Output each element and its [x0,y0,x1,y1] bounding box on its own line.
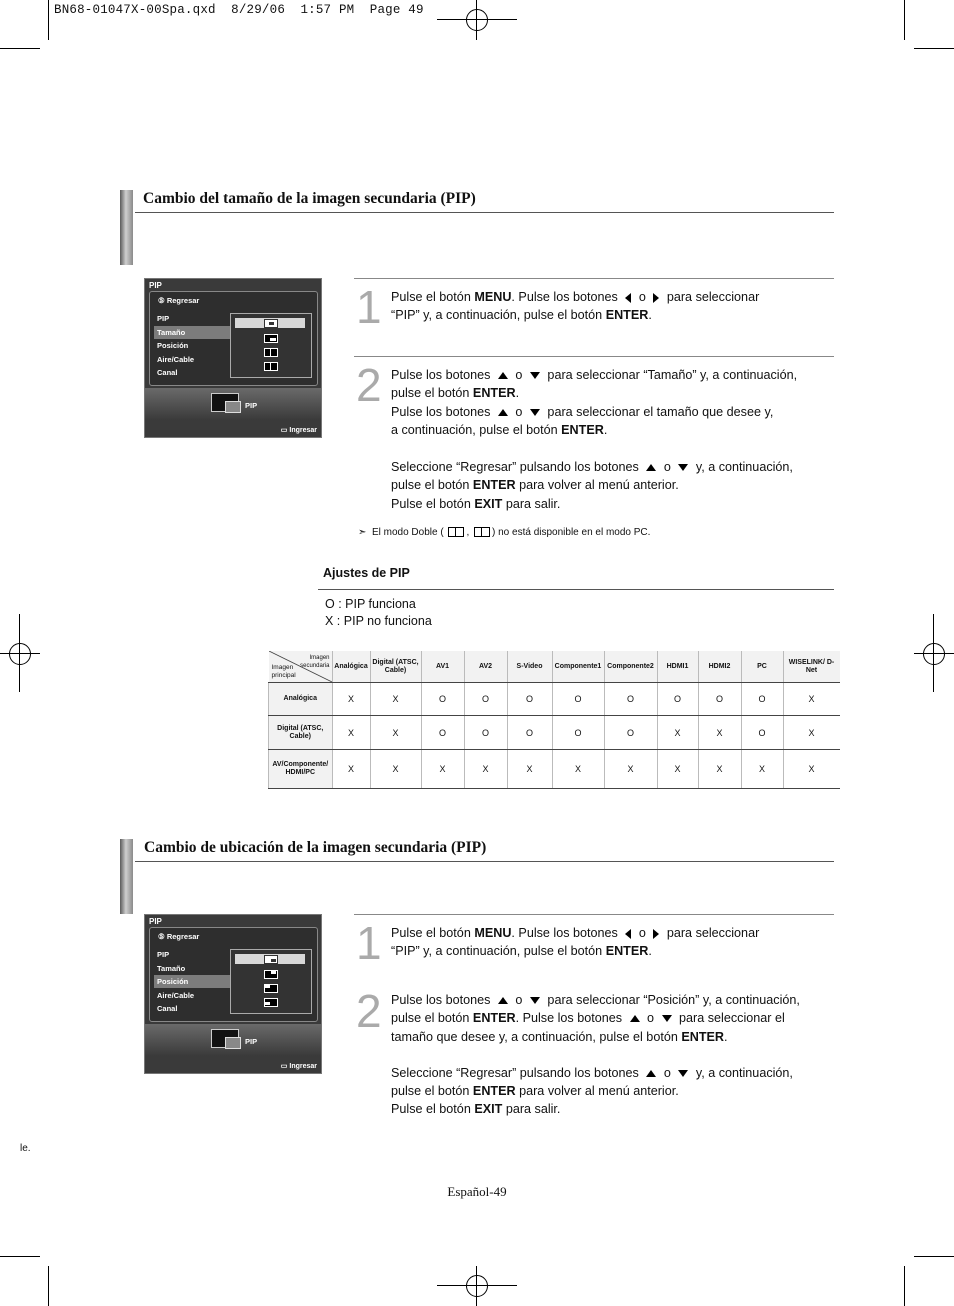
pip-position-menu-screenshot: PIP ⑤ Regresar PIP Tamaño Posición Aire/Cable Canal PIP ▭ Ingresar [144,914,322,1074]
down-arrow-icon [530,372,540,379]
legend-o: O : PIP funciona [325,597,416,611]
down-arrow-icon [530,409,540,416]
down-arrow-icon [678,464,688,471]
pip-top-right-icon [264,970,278,979]
note-arrow-icon: ➣ [358,527,367,538]
note: ➣ El modo Doble ( , ) no está disponible en el modo PC. [358,527,651,538]
pip-double-icon [448,527,464,537]
pip-bottom-right-icon [264,955,278,964]
up-arrow-icon [498,372,508,379]
page-number: Español-49 [447,1184,507,1199]
up-arrow-icon [646,1070,656,1077]
settings-title: Ajustes de PIP [323,566,410,580]
section-bar [120,839,133,914]
left-arrow-icon [625,293,631,303]
left-arrow-icon [625,929,631,939]
section2-title: Cambio de ubicación de la imagen secundaria (PIP) [144,839,487,856]
section2-step1-text: Pulse el botón MENU. Pulse los botones o para seleccionar “PIP” y, a continuación, pulse el botón ENTER. [391,926,760,959]
legend-x: X : PIP no funciona [325,614,432,628]
down-arrow-icon [662,1015,672,1022]
pip-small-icon [264,319,278,328]
margin-text: le. [20,1143,31,1154]
pip-double-wide-icon [474,527,490,537]
down-arrow-icon [678,1070,688,1077]
step-number: 2 [356,985,382,1037]
right-arrow-icon [653,929,659,939]
pip-compatibility-table: Imagen secundaria Imagen principal Analógica Digital (ATSC, Cable) AV1 AV2 S-Video Componente1 Componente2 HDMI1 HDMI2 PC WISELINK/ D-Net Analógica X X O O O O O O O O X Digital (ATSC, Cable) X X O O O O O X X O X AV/Componente/ HDMI/PC X X X X X X X X X X X [268,651,840,789]
enter-icon: ▭ [280,427,288,434]
up-arrow-icon [498,997,508,1004]
pip-bottom-left-icon [264,998,278,1007]
step-number: 1 [356,281,382,333]
return-icon: ⑤ [158,296,165,305]
section1-step2-text: Pulse los botones o para seleccionar “Tamaño” y, a continuación, pulse el botón ENTER. Pulse los botones o para seleccionar el tamaño que desee y, a continuación, pulse el botón ENTER. Seleccione “Regresar” pulsando los botones o y, a continuación, pulse el botón ENTER para volver al menú anterior. Pulse el botón EXIT para salir. [391,368,798,511]
right-arrow-icon [653,293,659,303]
section1-step1-text: Pulse el botón MENU. Pulse los botones o para seleccionar “PIP” y, a continuación, pulse el botón ENTER. [391,290,760,323]
pip-top-left-icon [264,984,278,993]
up-arrow-icon [498,409,508,416]
section2-step2-text: Pulse los botones o para seleccionar “Posición” y, a continuación, pulse el botón ENTER. Pulse los botones o para seleccionar el tamaño que desee y, a continuación, pulse el botón ENTER. Seleccione “Regresar” pulsando los botones o y, a continuación, pulse el botón ENTER para volver al menú anterior. Pulse el botón EXIT para salir. [391,993,800,1117]
pip-large-icon [264,334,278,343]
down-arrow-icon [530,997,540,1004]
return-icon: ⑤ [158,932,165,941]
pip-double-icon [264,348,278,357]
up-arrow-icon [630,1015,640,1022]
pip-size-menu-screenshot: PIP ⑤ Regresar PIP Tamaño Posición Aire/Cable Canal PIP ▭ Ingresar [144,278,322,438]
up-arrow-icon [646,464,656,471]
enter-icon: ▭ [280,1063,288,1070]
pip-double-wide-icon [264,362,278,371]
step-number: 2 [356,359,382,411]
section-bar [120,190,133,265]
file-header: BN68-01047X-00Spa.qxd 8/29/06 1:57 PM Page 49 [54,3,424,17]
section1-title: Cambio del tamaño de la imagen secundaria (PIP) [143,190,476,207]
step-number: 1 [356,917,382,969]
